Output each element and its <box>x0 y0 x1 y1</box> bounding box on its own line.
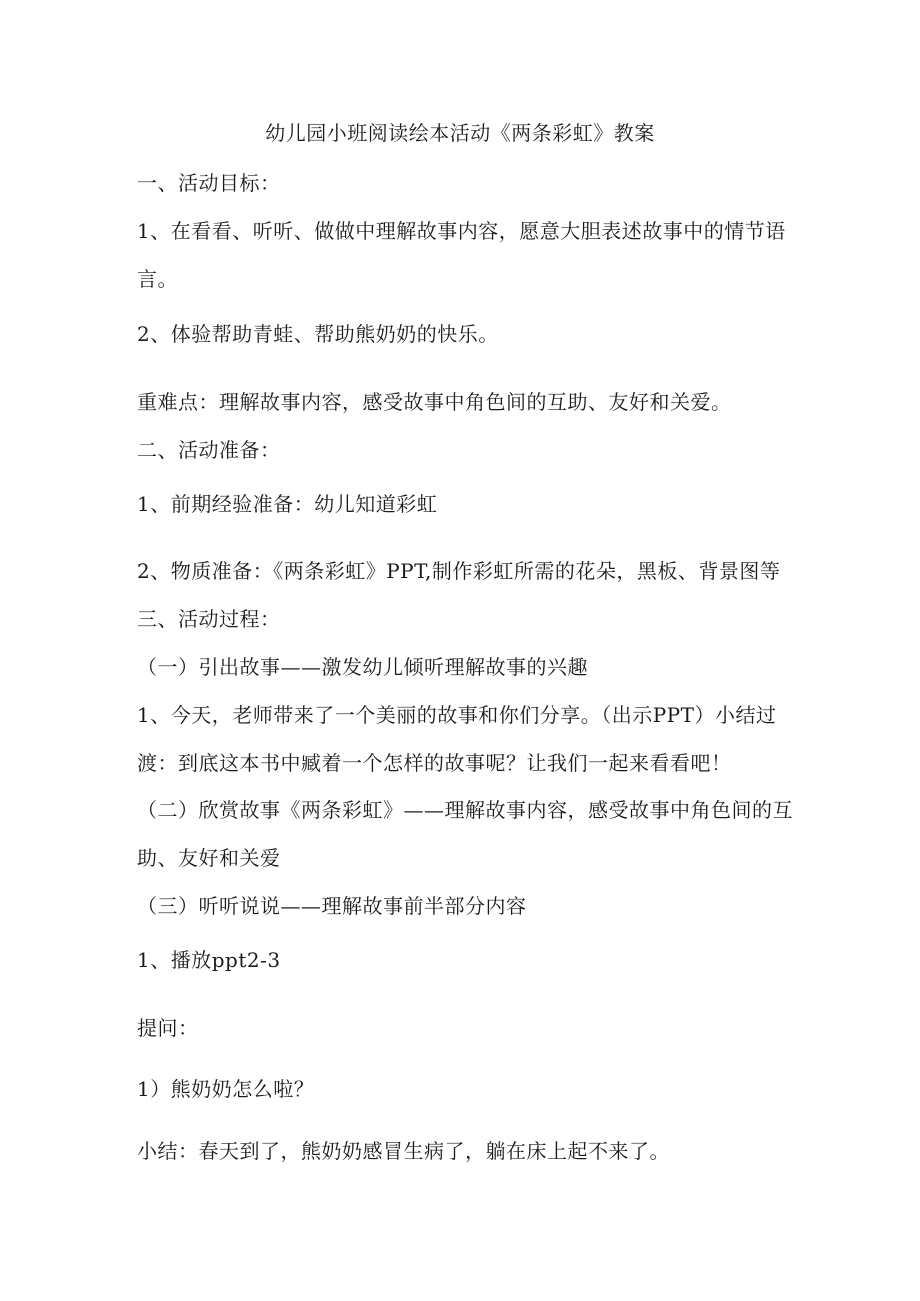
paragraph-line: 1）熊奶奶怎么啦？ <box>137 1077 315 1101</box>
paragraph-line: 助、友好和关爱 <box>137 846 281 870</box>
document-title: 幼儿园小班阅读绘本活动《两条彩虹》教案 <box>265 121 655 145</box>
paragraph-line: 2、体验帮助青蛙、帮助熊奶奶的快乐。 <box>137 322 499 346</box>
paragraph-line: 1、今天，老师带来了一个美丽的故事和你们分享。（出示PPT）小结过 <box>137 703 777 727</box>
paragraph-line: （二）欣赏故事《两条彩虹》——理解故事内容，感受故事中角色间的互 <box>137 798 793 822</box>
paragraph-line: 渡：到底这本书中臧着一个怎样的故事呢？让我们一起来看看吧！ <box>137 751 732 775</box>
paragraph-line: 1、前期经验准备：幼儿知道彩虹 <box>137 492 438 516</box>
paragraph-line: （一）引出故事——激发幼儿倾听理解故事的兴趣 <box>137 655 588 679</box>
paragraph-line: 1、在看看、听听、做做中理解故事内容，愿意大胆表述故事中的情节语 <box>137 219 786 243</box>
paragraph-line: 小结：春天到了，熊奶奶感冒生病了，躺在床上起不来了。 <box>137 1139 670 1163</box>
paragraph-line: 言。 <box>137 267 178 291</box>
paragraph-line: 重难点：理解故事内容，感受故事中角色间的互助、友好和关爱。 <box>137 390 732 414</box>
paragraph-line: 1、播放ppt2-3 <box>137 948 281 972</box>
section-heading-preparation: 二、活动准备： <box>137 438 281 462</box>
paragraph-line: 提问： <box>137 1016 199 1040</box>
section-heading-process: 三、活动过程： <box>137 607 281 631</box>
paragraph-line: 2、物质准备：《两条彩虹》PPT,制作彩虹所需的花朵，黑板、背景图等 <box>137 559 781 583</box>
section-heading-goals: 一、活动目标： <box>137 171 281 195</box>
paragraph-line: （三）听听说说——理解故事前半部分内容 <box>137 894 527 918</box>
